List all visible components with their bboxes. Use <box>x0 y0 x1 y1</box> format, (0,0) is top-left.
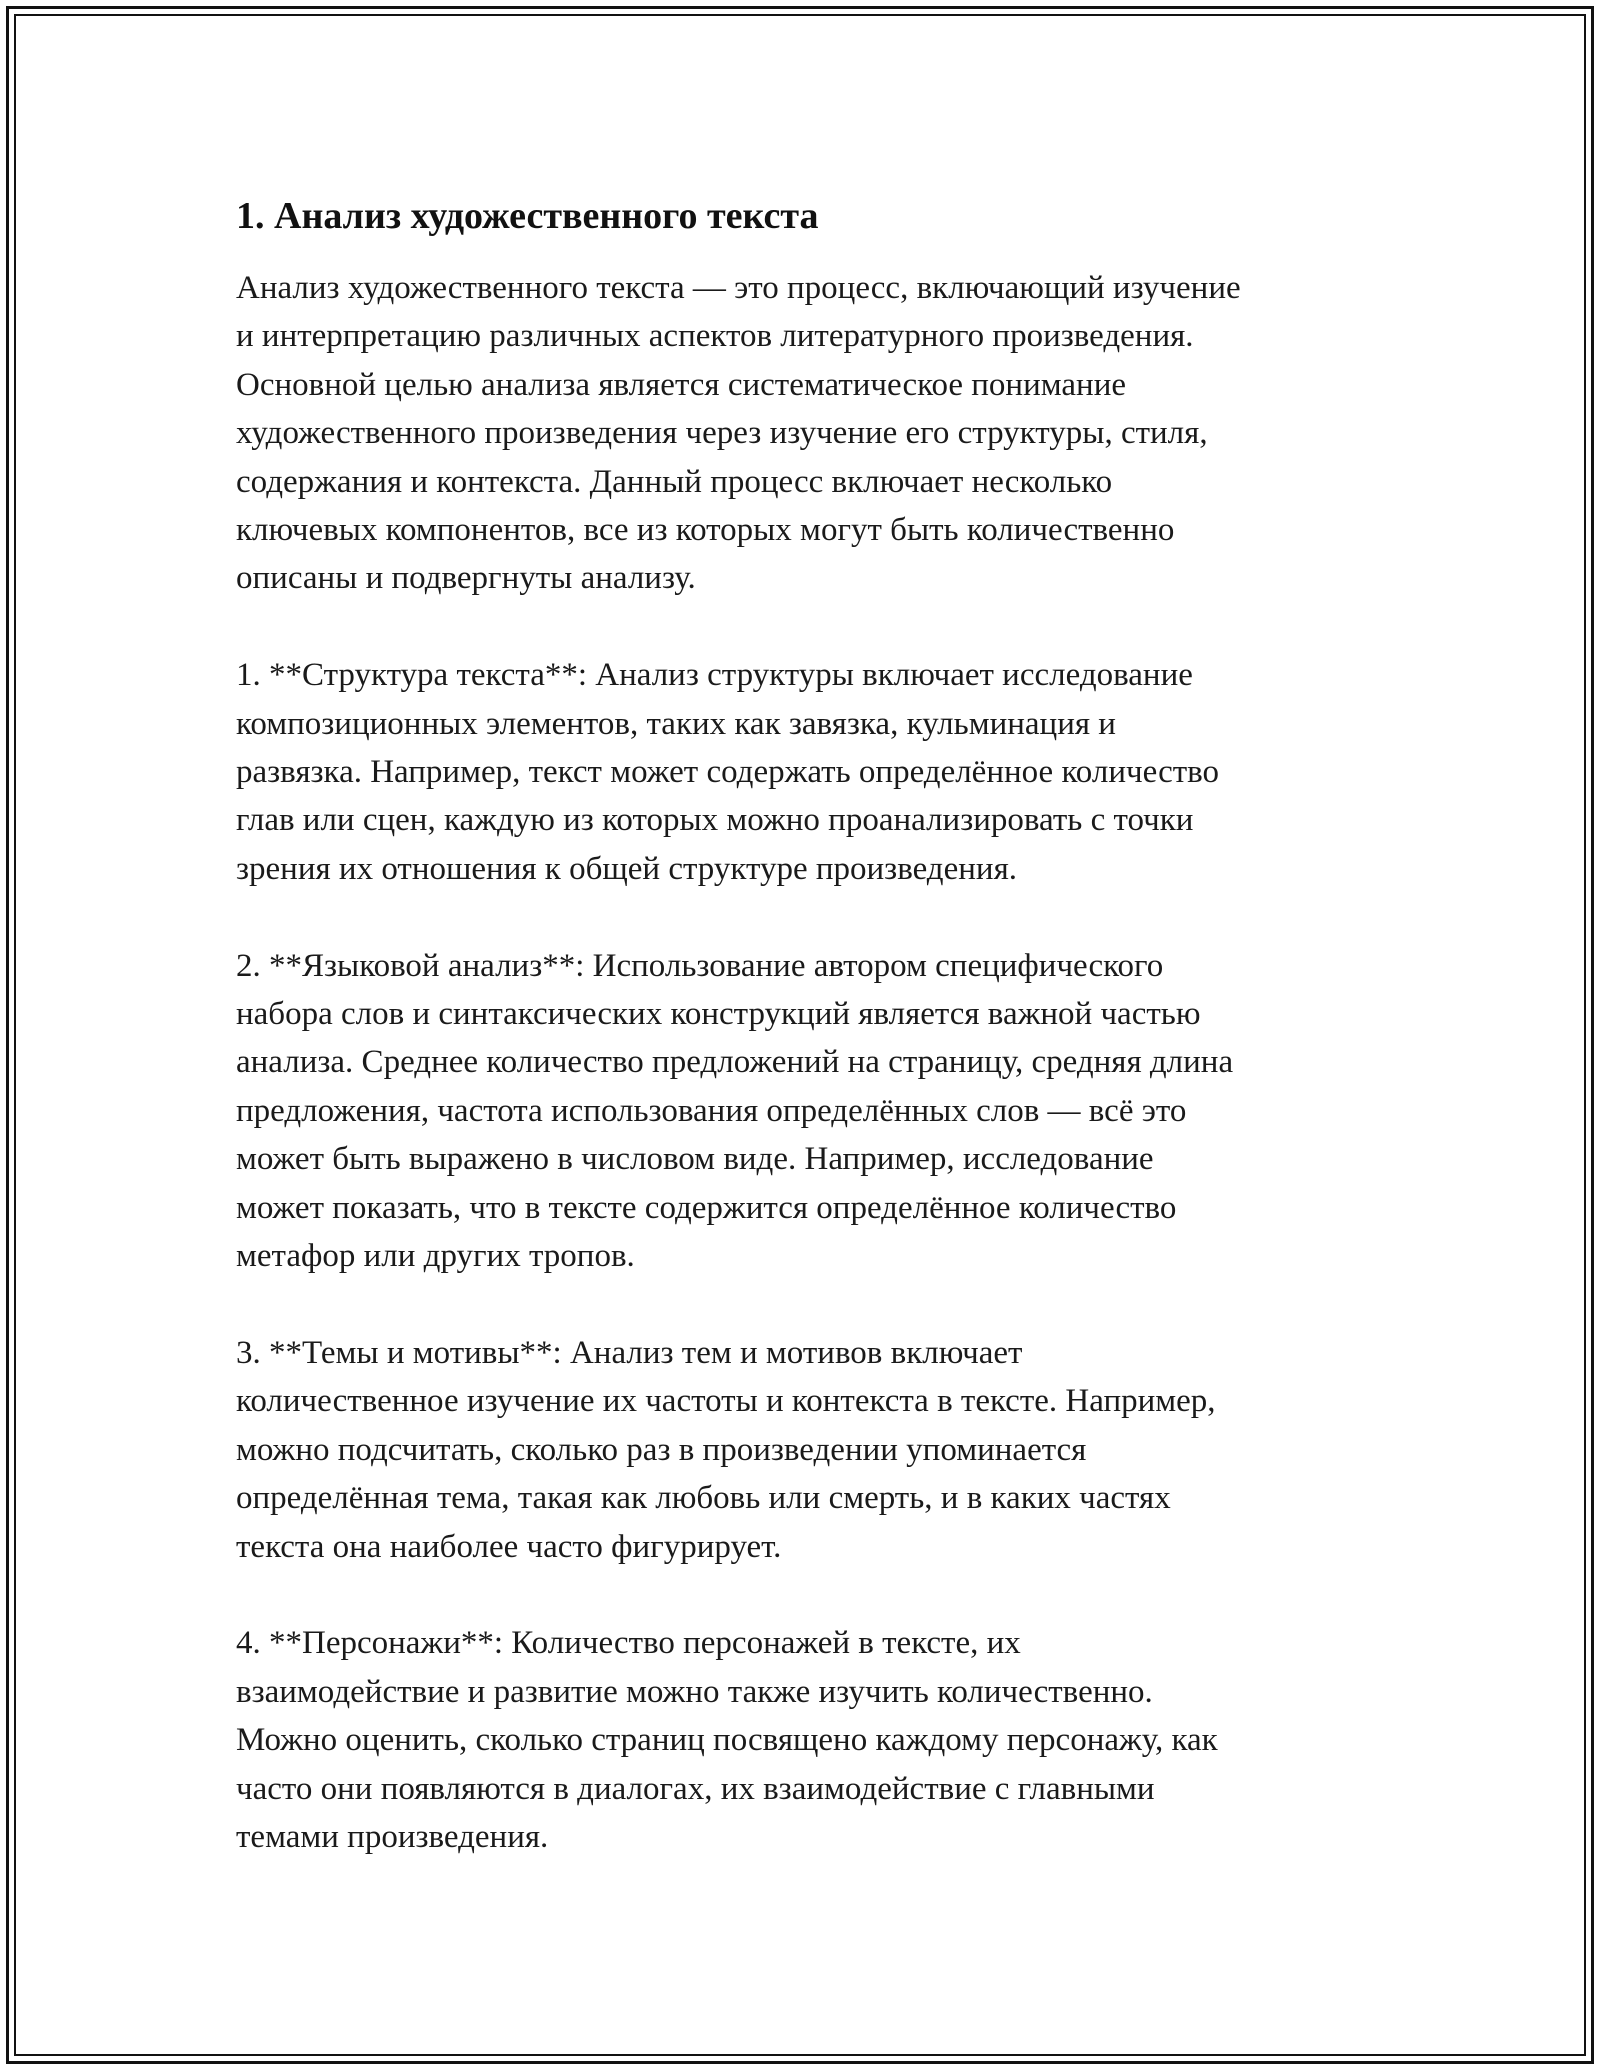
text-line: композиционных элементов, таких как завязка, кульминация и <box>236 705 1116 742</box>
text-line: содержания и контекста. Данный процесс включает несколько <box>236 463 1113 500</box>
text-line: может быть выражено в числовом виде. Например, исследование <box>236 1141 1154 1178</box>
paragraph-gap <box>236 893 1386 941</box>
text-line: художественного произведения через изучение его структуры, стиля, <box>236 415 1208 452</box>
paragraph-structure <box>236 651 1386 893</box>
text-line: Анализ художественного текста — это процесс, включающий изучение <box>236 270 1241 306</box>
text-line: 1. **Структура текста**: Анализ структуры включает исследование <box>236 657 1193 694</box>
text-line: и интерпретацию различных аспектов литературного произведения. <box>236 318 1194 355</box>
text-line: метафор или других тропов. <box>236 1238 635 1275</box>
paragraph-themes <box>236 1329 1386 1571</box>
text-line: 2. **Языковой анализ**: Использование автором специфического <box>236 947 1164 984</box>
text-line: 4. **Персонажи**: Количество персонажей в тексте, их <box>236 1625 1021 1662</box>
text-line: количественное изучение их частоты и контекста в тексте. Например, <box>236 1383 1216 1420</box>
text-line: взаимодействие и развитие можно также изучить количественно. <box>236 1673 1153 1710</box>
paragraph-gap <box>236 1281 1386 1329</box>
text-line: Основной целью анализа является систематическое понимание <box>236 366 1127 403</box>
paragraph-gap <box>236 603 1386 651</box>
text-line: часто они появляются в диалогах, их взаимодействие с главными <box>236 1770 1155 1807</box>
text-line: описаны и подвергнуты анализу. <box>236 560 696 597</box>
document-title: 1. Анализ художественного текста <box>236 195 819 237</box>
text-line: можно подсчитать, сколько раз в произведении упоминается <box>236 1431 1087 1468</box>
text-line: определённая тема, такая как любовь или смерть, и в каких частях <box>236 1480 1171 1517</box>
text-line: ключевых компонентов, все из которых могут быть количественно <box>236 512 1175 549</box>
document-page <box>236 186 1386 1861</box>
text-line: текста она наиболее часто фигурирует. <box>236 1528 782 1565</box>
text-line: может показать, что в тексте содержится определённое количество <box>236 1189 1177 1226</box>
paragraph-gap <box>236 1571 1386 1619</box>
text-line: темами произведения. <box>236 1818 549 1855</box>
text-line: Можно оценить, сколько страниц посвящено каждому персонажу, как <box>236 1722 1218 1759</box>
text-line: зрения их отношения к общей структуре произведения. <box>236 850 1017 887</box>
text-line: предложения, частота использования определённых слов — всё это <box>236 1092 1187 1129</box>
text-line: 3. **Темы и мотивы**: Анализ тем и мотивов включает <box>236 1334 1023 1371</box>
paragraph-intro <box>236 264 1386 603</box>
paragraph-characters <box>236 1619 1386 1861</box>
text-line: набора слов и синтаксических конструкций является важной частью <box>236 996 1201 1033</box>
text-line: анализа. Среднее количество предложений на страницу, средняя длина <box>236 1044 1234 1081</box>
paragraph-language <box>236 942 1386 1281</box>
text-line: развязка. Например, текст может содержать определённое количество <box>236 754 1219 791</box>
text-line: глав или сцен, каждую из которых можно проанализировать с точки <box>236 802 1194 839</box>
